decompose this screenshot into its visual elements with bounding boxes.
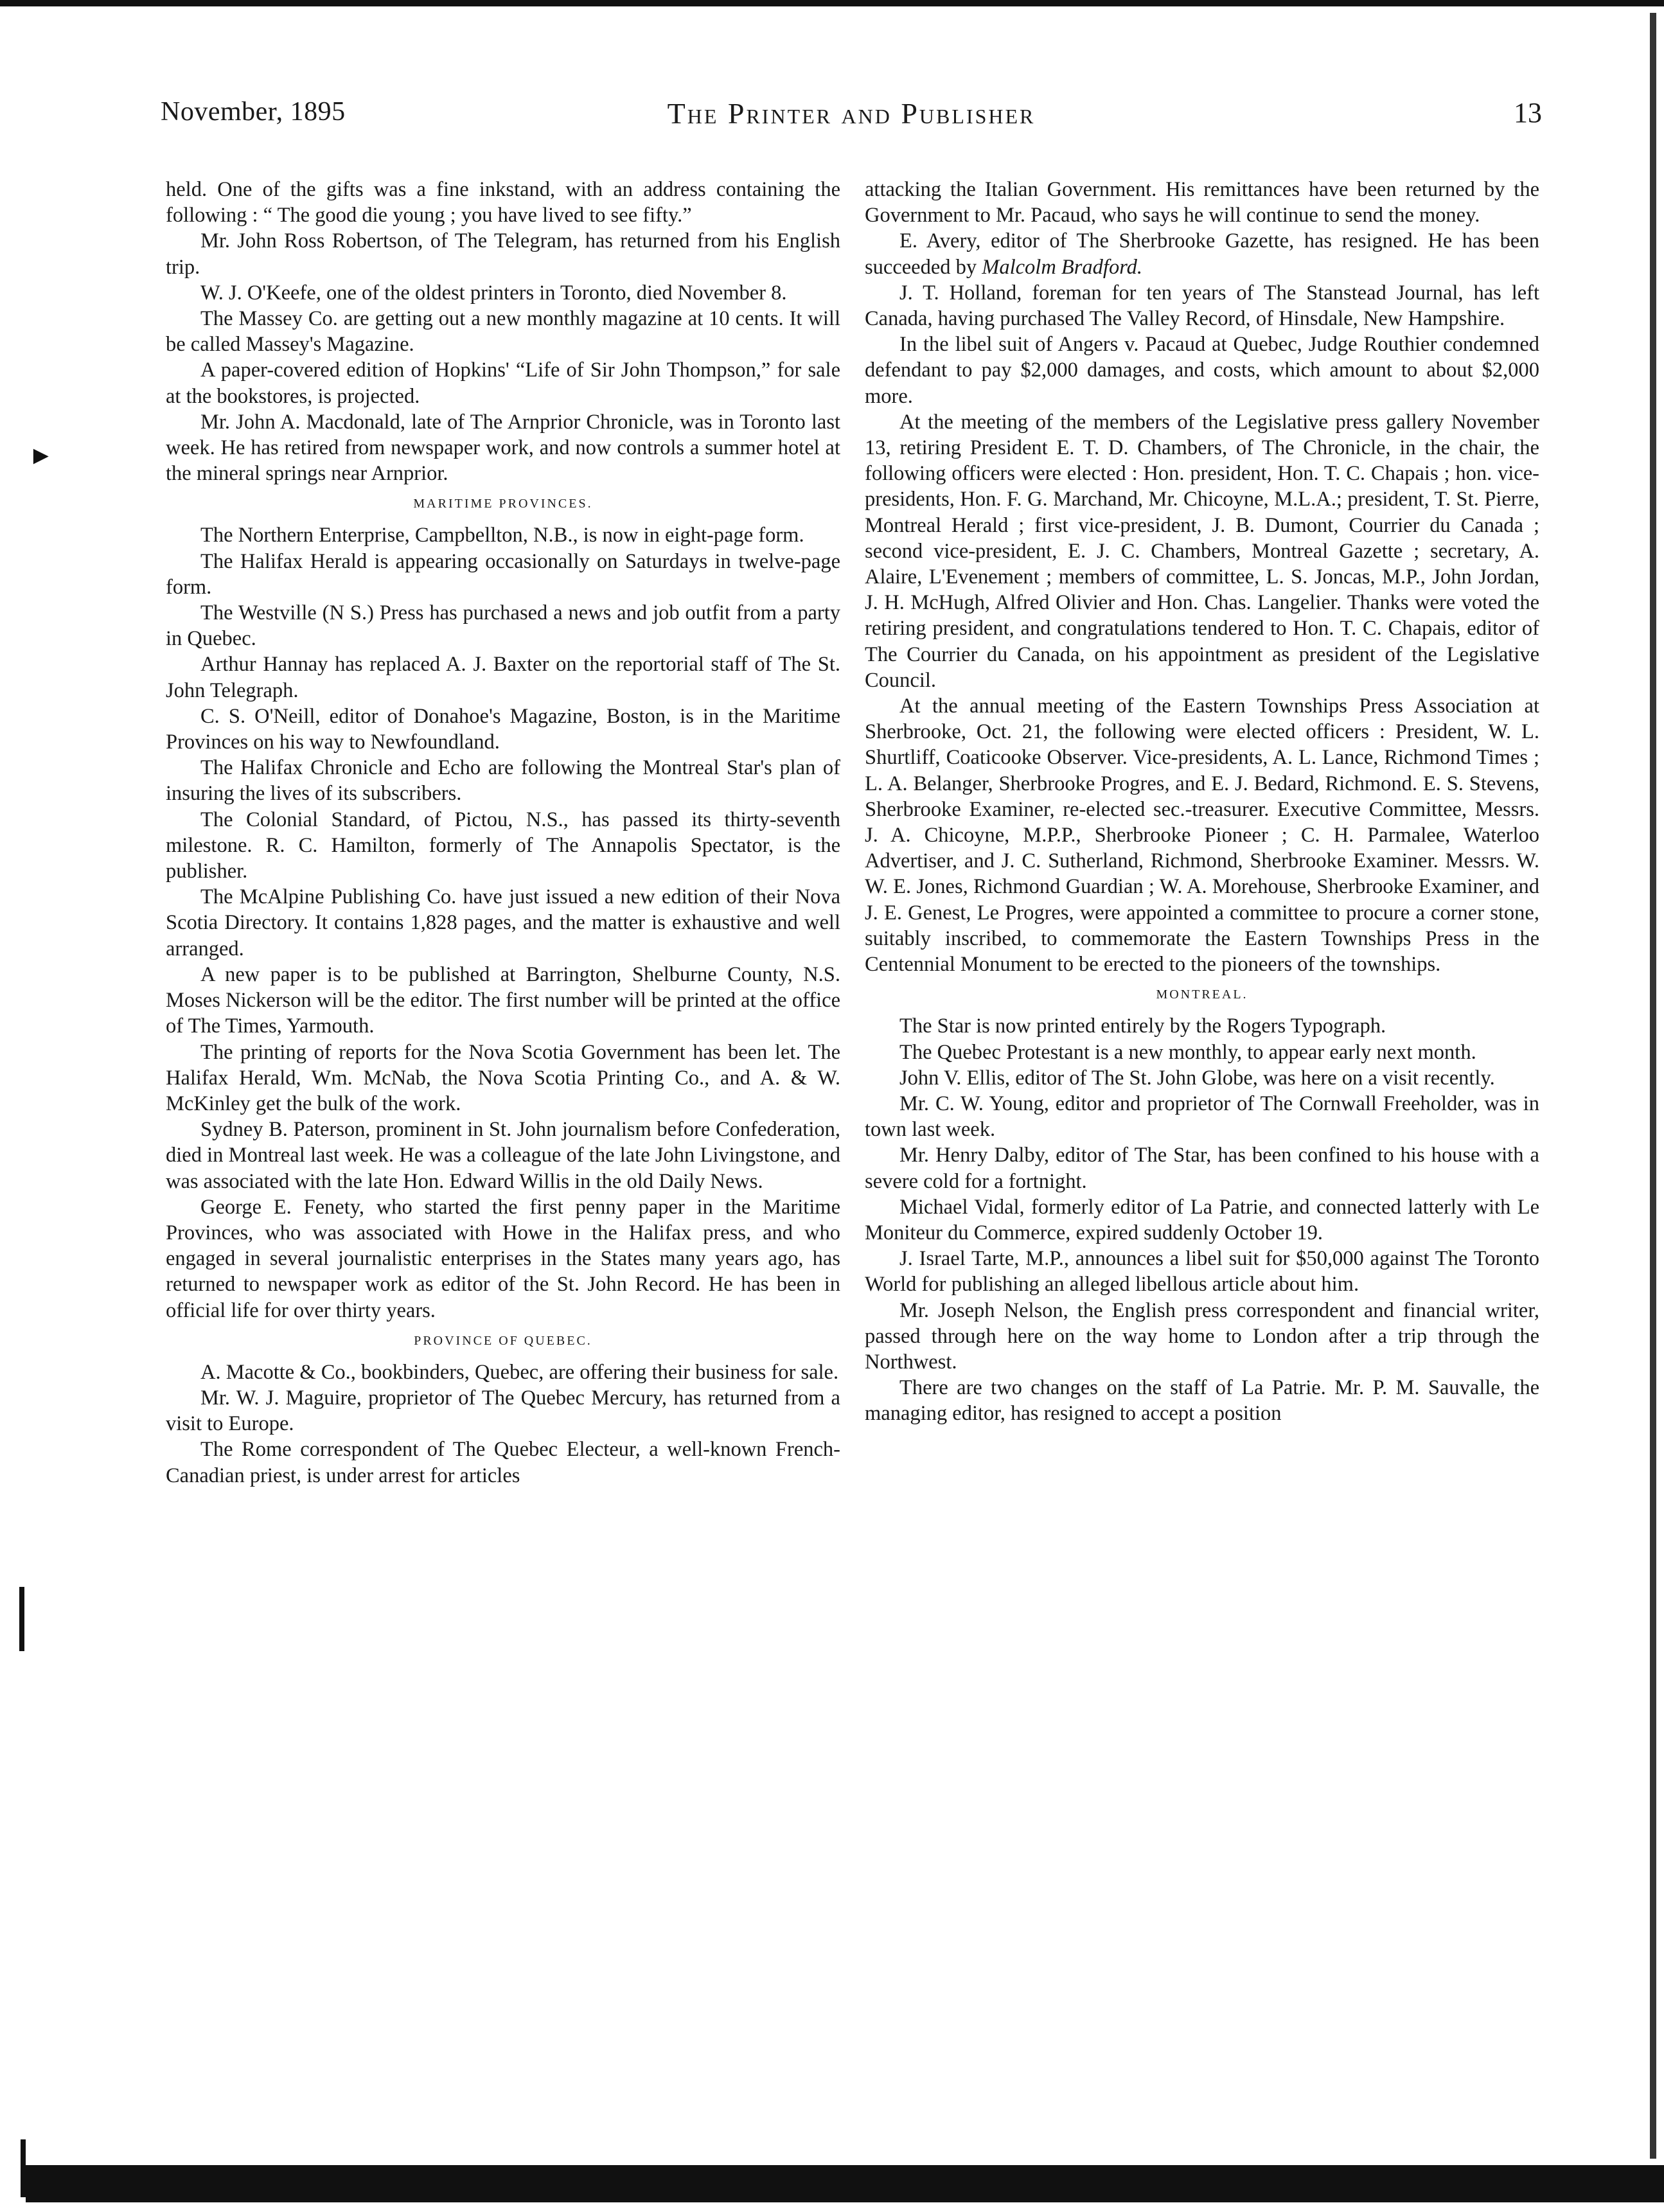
paragraph: Mr. Joseph Nelson, the English press correspondent and financial writer, passed through here on the way home to London after a trip through the Northwest. — [865, 1298, 1539, 1374]
margin-arrow-icon: ► — [28, 441, 54, 470]
page-number: 13 — [1514, 97, 1542, 128]
top-border-rule — [0, 0, 1664, 6]
paragraph: A paper-covered edition of Hopkins' “Life of Sir John Thompson,” for sale at the bookstores, is projected. — [166, 358, 840, 408]
paragraph: Mr. John A. Macdonald, late of The Arnprior Chronicle, was in Toronto last week. He has retired from newspaper work, and now controls a summer hotel at the mineral springs near Arnprior. — [166, 410, 840, 486]
paragraph: Mr. John Ross Robertson, of The Telegram, has returned from his English trip. — [166, 229, 840, 279]
paragraph: At the annual meeting of the Eastern Townships Press Association at Sherbrooke, Oct. 21, the following were elected officers : President, W. L. Shurtliff, Coaticooke Observer. Vice-presidents, A. L. Lance, Richmond Times ; L. A. Belanger, Sherbrooke Progres, and E. J. Bedard, Richmond. E. S. Stevens, Sherbrooke Examiner, re-elected sec.-treasurer. Executive Committee, Messrs. J. A. Chicoyne, M.P.P., Sherbrooke Pioneer ; C. H. Parmalee, Waterloo Advertiser, and J. C. Sutherland, Richmond, Sherbrooke Examiner. Messrs. W. W. E. Jones, Richmond Guardian ; W. A. Morehouse, Sherbrooke Examiner, and J. E. Genest, Le Progres, were appointed a committee to procure a corner stone, suitably inscribed, to commemorate the Eastern Townships Press in the Centennial Monument to be erected to the pioneers of the townships. — [865, 695, 1539, 977]
left-column — [166, 177, 840, 1489]
right-column — [865, 177, 1539, 1427]
paragraph: The Rome correspondent of The Quebec Electeur, a well-known French-Canadian priest, is under arrest for articles — [166, 1438, 840, 1487]
margin-bracket — [19, 1587, 24, 1651]
paragraph: The Northern Enterprise, Campbellton, N.B., is now in eight-page form. — [200, 524, 804, 547]
margin-bracket — [21, 2139, 26, 2197]
paragraph: J. Israel Tarte, M.P., announces a libel suit for $50,000 against The Toronto World for publishing an alleged libellous article about him. — [865, 1247, 1539, 1296]
paragraph: held. One of the gifts was a fine inkstand, with an address containing the following : “ The good die young ; you have lived to see fifty.” — [166, 178, 840, 227]
paragraph: Michael Vidal, formerly editor of La Patrie, and connected latterly with Le Moniteur du Commerce, expired suddenly October 19. — [865, 1195, 1539, 1244]
paragraph: The Massey Co. are getting out a new monthly magazine at 10 cents. It will be called Massey's Magazine. — [166, 307, 840, 357]
paragraph — [865, 228, 1539, 279]
paragraph: There are two changes on the staff of La Patrie. Mr. P. M. Sauvalle, the managing editor, has resigned to accept a position — [865, 1376, 1539, 1426]
running-header — [161, 96, 1542, 141]
paragraph: John V. Ellis, editor of The St. John Globe, was here on a visit recently. — [899, 1066, 1495, 1090]
paragraph: J. T. Holland, foreman for ten years of The Stanstead Journal, has left Canada, having purchased The Valley Record, of Hinsdale, New Hampshire. — [865, 281, 1539, 331]
paragraph: George E. Fenety, who started the first penny paper in the Maritime Provinces, who was associated with Howe in the Halifax press, and who engaged in several journalistic enterprises in the States many years ago, has returned to newspaper work as editor of the St. John Record. He has been in official life for over thirty years. — [166, 1195, 840, 1322]
paragraph: The Westville (N S.) Press has purchased a news and job outfit from a party in Quebec. — [166, 601, 840, 651]
paragraph: W. J. O'Keefe, one of the oldest printers in Toronto, died November 8. — [200, 281, 787, 305]
paragraph: Mr. C. W. Young, editor and proprietor of The Cornwall Freeholder, was in town last week. — [865, 1092, 1539, 1142]
paragraph: The McAlpine Publishing Co. have just issued a new edition of their Nova Scotia Directory. It contains 1,828 pages, and the matter is exhaustive and well arranged. — [166, 885, 840, 960]
section-heading-montreal: MONTREAL. — [1156, 987, 1248, 1002]
paragraph: At the meeting of the members of the Legislative press gallery November 13, retiring President E. T. D. Chambers, of The Chronicle, in the chair, the following officers were elected : Hon. president, Hon. T. C. Chapais ; hon. vice-presidents, Hon. F. G. Marchand, Mr. Chicoyne, M.L.A.; president, T. St. Pierre, Montreal Herald ; first vice-president, J. B. Dumont, Courrier du Canada ; second vice-president, E. J. C. Chambers, Montreal Gazette ; secretary, A. Alaire, L'Evenement ; members of committee, L. S. Joncas, M.P., John Jordan, J. H. McHugh, Alfred Olivier and Hon. Chas. Langelier. Thanks were voted the retiring president, and congratulations tendered to Hon. T. C. Chapais, editor of The Courrier du Canada, on his appointment as president of the Legislative Council. — [865, 410, 1539, 692]
issue-date: November, 1895 — [161, 97, 346, 127]
paragraph: A new paper is to be published at Barrington, Shelburne County, N.S. Moses Nickerson will be the editor. The first number will be printed at the office of The Times, Yarmouth. — [166, 962, 840, 1038]
paragraph: Sydney B. Paterson, prominent in St. John journalism before Confederation, died in Montreal last week. He was a colleague of the late John Livingstone, and was associated with the late Hon. Edward Willis in the old Daily News. — [166, 1118, 840, 1193]
paragraph: Mr. Henry Dalby, editor of The Star, has been confined to his house with a severe cold for a fortnight. — [865, 1144, 1539, 1193]
paragraph: The Star is now printed entirely by the Rogers Typograph. — [899, 1014, 1386, 1038]
paragraph: attacking the Italian Government. His remittances have been returned by the Government to Mr. Pacaud, who says he will continue to send the money. — [865, 178, 1539, 227]
paragraph: Mr. W. J. Maguire, proprietor of The Quebec Mercury, has returned from a visit to Europe. — [166, 1386, 840, 1436]
paragraph: A. Macotte & Co., bookbinders, Quebec, are offering their business for sale. — [200, 1360, 839, 1384]
bottom-border-rule — [26, 2165, 1664, 2202]
section-heading-quebec: PROVINCE OF QUEBEC. — [414, 1333, 592, 1348]
page-right-edge — [1650, 13, 1656, 2159]
paragraph: The Halifax Herald is appearing occasionally on Saturdays in twelve-page form. — [166, 549, 840, 599]
paragraph: The Halifax Chronicle and Echo are following the Montreal Star's plan of insuring the lives of its subscribers. — [166, 756, 840, 806]
paragraph: C. S. O'Neill, editor of Donahoe's Magazine, Boston, is in the Maritime Provinces on his way to Newfoundland. — [166, 704, 840, 754]
paragraph: Arthur Hannay has replaced A. J. Baxter on the reportorial staff of The St. John Telegraph. — [166, 653, 840, 702]
italic-name: Malcolm Bradford. — [982, 255, 1143, 279]
paragraph: The printing of reports for the Nova Scotia Government has been let. The Halifax Herald, Wm. McNab, the Nova Scotia Printing Co., and A. & W. McKinley get the bulk of the work. — [166, 1040, 840, 1115]
text-run: E. Avery, editor of The Sherbrooke Gazette, has resigned. He has been succeeded by — [865, 229, 1539, 279]
paragraph: The Quebec Protestant is a new monthly, to appear early next month. — [899, 1040, 1476, 1064]
publication-title: The Printer and Publisher — [667, 97, 1036, 130]
paragraph: In the libel suit of Angers v. Pacaud at Quebec, Judge Routhier condemned defendant to pay $2,000 damages, and costs, which amount to about $2,000 more. — [865, 333, 1539, 408]
paragraph: The Colonial Standard, of Pictou, N.S., has passed its thirty-seventh milestone. R. C. Hamilton, formerly of The Annapolis Spectator, is the publisher. — [166, 808, 840, 883]
section-heading-maritime: MARITIME PROVINCES. — [413, 497, 593, 511]
